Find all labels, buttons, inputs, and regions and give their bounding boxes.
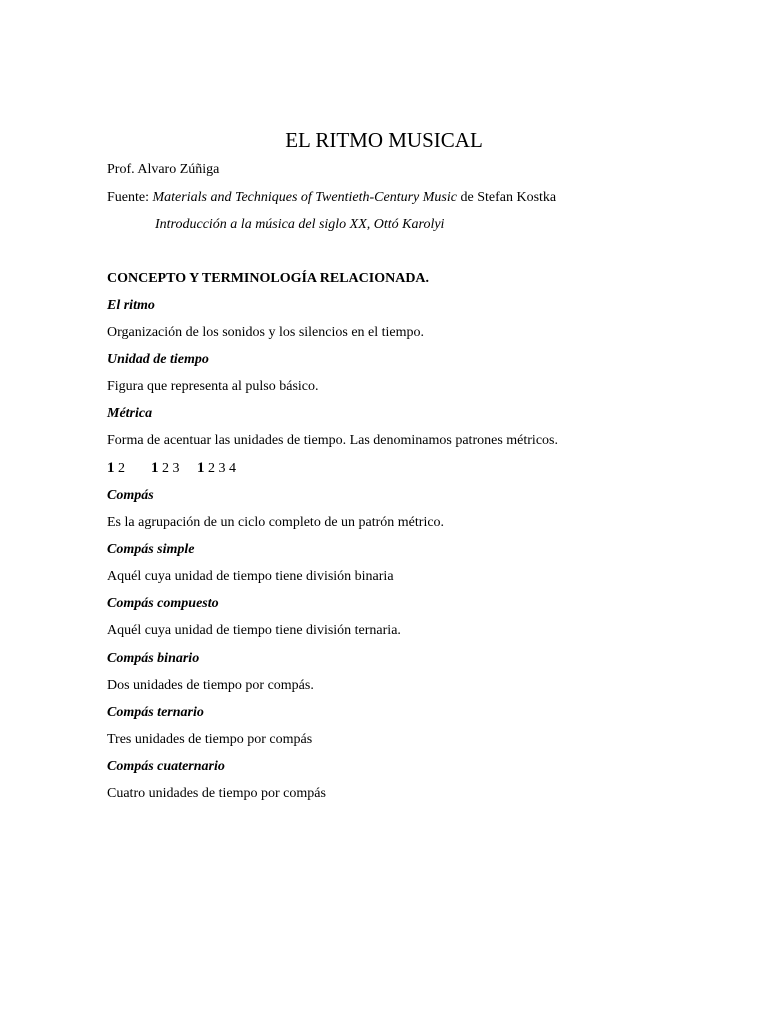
- definition-el-ritmo: Organización de los sonidos y los silencios en el tiempo.: [107, 325, 425, 340]
- definition-compas-simple: Aquél cuya unidad de tiempo tiene división binaria: [107, 569, 394, 584]
- definition-unidad-de-tiempo: Figura que representa al pulso básico.: [107, 379, 319, 394]
- term-metrica: Métrica: [107, 406, 153, 421]
- term-compas: Compás: [107, 488, 154, 503]
- source-book1-title: Materials and Techniques of Twentieth-Century Music: [152, 190, 457, 205]
- term-compas-simple: Compás simple: [107, 542, 195, 557]
- definition-compas-cuaternario: Cuatro unidades de tiempo por compás: [107, 786, 326, 801]
- meter-strong-beat: 1: [197, 460, 205, 476]
- term-el-ritmo: El ritmo: [107, 298, 155, 313]
- meter-pattern-duple: [107, 459, 151, 478]
- definition-compas-binario: Dos unidades de tiempo por compás.: [107, 678, 314, 693]
- source-label: Fuente:: [107, 190, 153, 205]
- term-compas-compuesto: Compás compuesto: [107, 596, 219, 611]
- source-book2: Introducción a la música del siglo XX, Ottó Karolyi: [155, 217, 445, 232]
- section-heading: CONCEPTO Y TERMINOLOGÍA RELACIONADA.: [107, 271, 430, 286]
- term-unidad-de-tiempo: Unidad de tiempo: [107, 352, 209, 367]
- meter-strong-beat: 1: [107, 460, 115, 476]
- meter-pattern-quadruple: [197, 459, 236, 478]
- meter-strong-beat: 1: [151, 460, 159, 476]
- term-compas-ternario: Compás ternario: [107, 705, 204, 720]
- meter-patterns: [107, 459, 236, 478]
- term-compas-binario: Compás binario: [107, 651, 200, 666]
- term-compas-cuaternario: Compás cuaternario: [107, 759, 225, 774]
- meter-pattern-triple: [151, 459, 197, 478]
- definition-metrica: Forma de acentuar las unidades de tiempo. Las denominamos patrones métricos.: [107, 433, 558, 448]
- meter-weak-beats: 2 3: [158, 461, 180, 476]
- definition-compas-compuesto: Aquél cuya unidad de tiempo tiene división ternaria.: [107, 623, 401, 638]
- document-title: EL RITMO MUSICAL: [285, 128, 483, 152]
- definition-compas: Es la agrupación de un ciclo completo de un patrón métrico.: [107, 515, 445, 530]
- definition-compas-ternario: Tres unidades de tiempo por compás: [107, 732, 313, 747]
- meter-weak-beats: 2: [114, 461, 125, 476]
- meter-weak-beats: 2 3 4: [204, 461, 236, 476]
- source-book1-author: de Stefan Kostka: [456, 190, 557, 205]
- author-line: Prof. Alvaro Zúñiga: [107, 162, 220, 177]
- source-line: [107, 189, 556, 207]
